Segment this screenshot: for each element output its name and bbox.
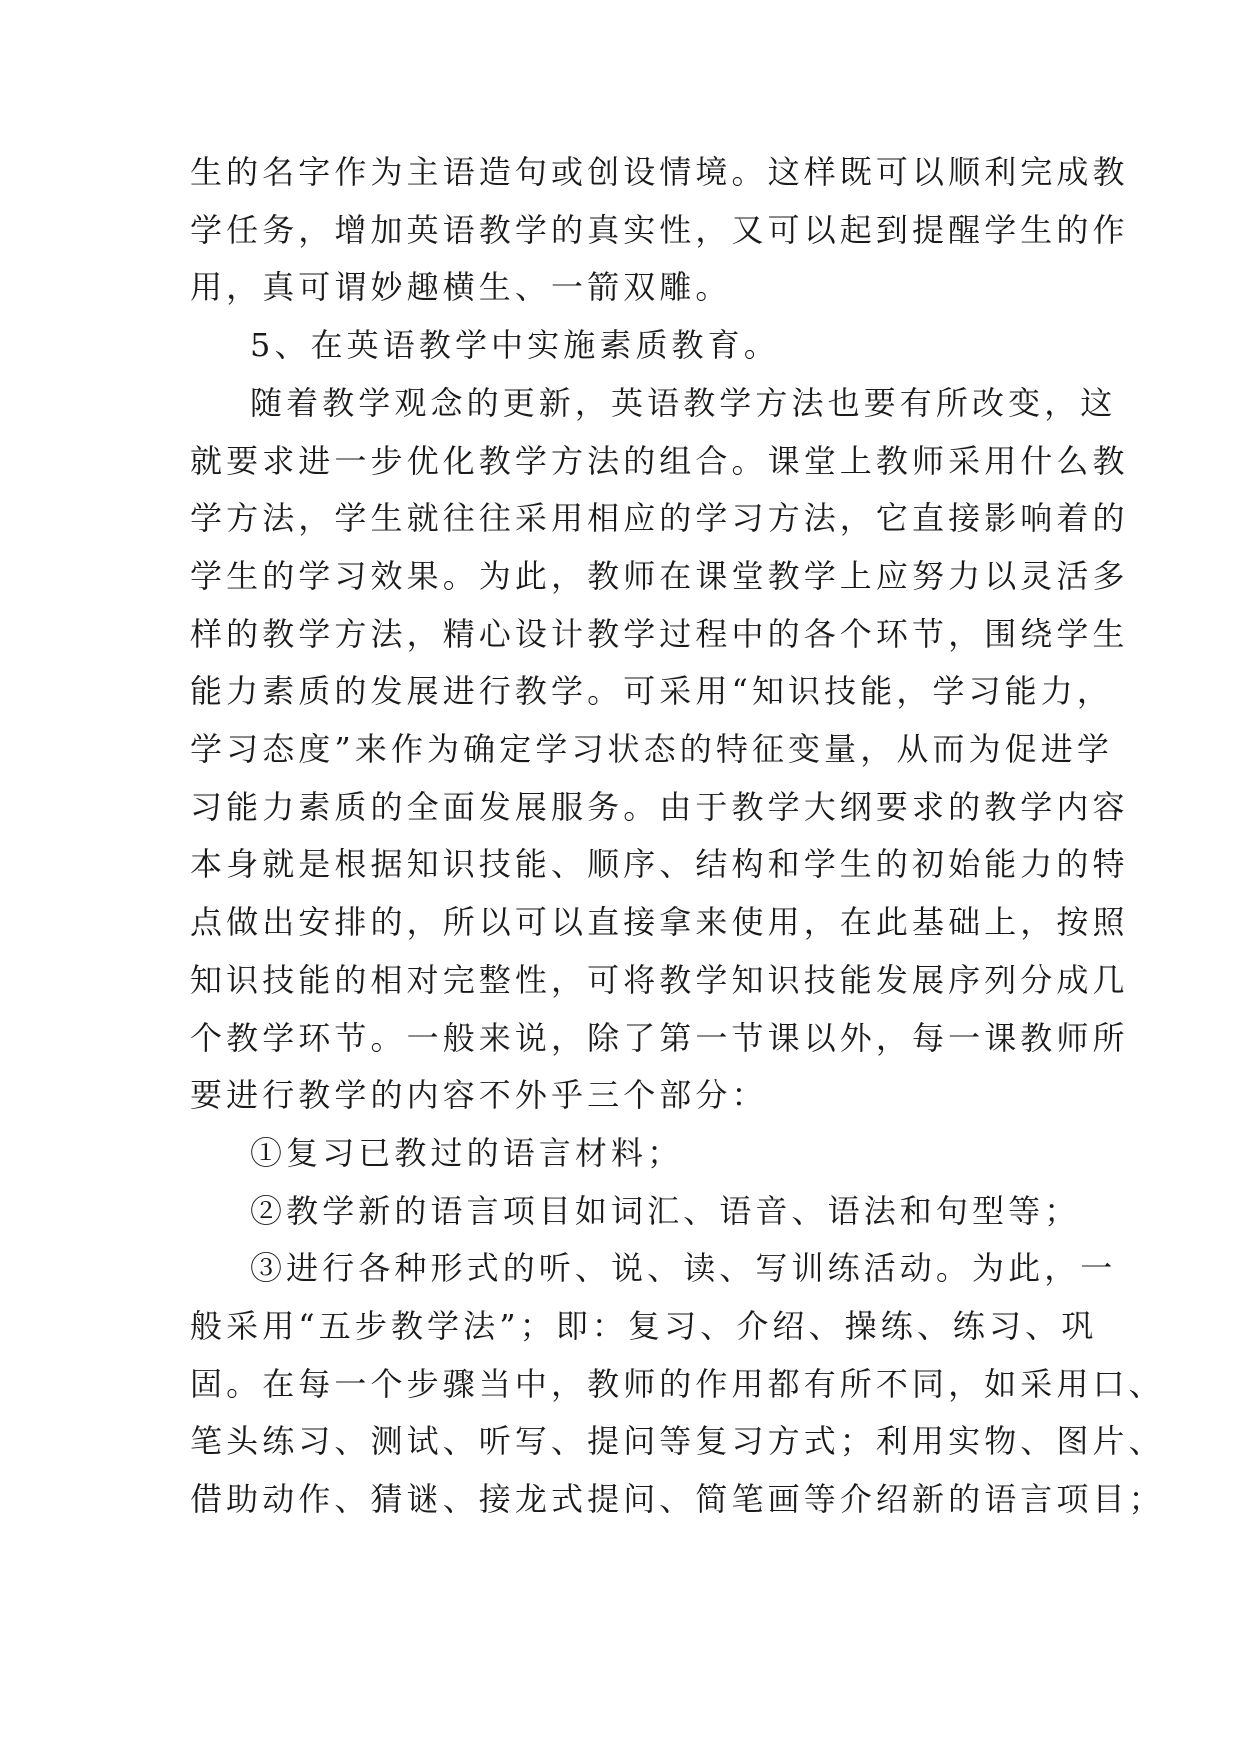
text-line: 学生的学习效果。为此，教师在课堂教学上应努力以灵活多 [190, 556, 1129, 595]
list-item: ①复习已教过的语言材料； [250, 1133, 684, 1172]
text-line: 习能力素质的全面发展服务。由于教学大纲要求的教学内容 [190, 787, 1129, 826]
list-item: ②教学新的语言项目如词汇、语音、语法和句型等； [250, 1191, 1081, 1230]
section-heading: 5、在英语教学中实施素质教育。 [250, 326, 780, 365]
text-line: 借助动作、猜谜、接龙式提问、简笔画等介绍新的语言项目； [190, 1480, 1165, 1519]
list-item: ③进行各种形式的听、说、读、写训练活动。为此，一 [250, 1249, 1117, 1288]
text-line: 本身就是根据知识技能、顺序、结构和学生的初始能力的特 [190, 845, 1129, 884]
text-line: 学习态度”来作为确定学习状态的特征变量，从而为促进学 [190, 730, 1113, 769]
text-line: 点做出安排的，所以可以直接拿来使用，在此基础上，按照 [190, 903, 1129, 942]
text-line: 学方法，学生就往往采用相应的学习方法，它直接影响着的 [190, 499, 1129, 538]
text-line: 随着教学观念的更新，英语教学方法也要有所改变，这 [250, 383, 1117, 422]
text-line: 笔头练习、测试、听写、提问等复习方式；利用实物、图片、 [190, 1422, 1165, 1461]
text-line: 用，真可谓妙趣横生、一箭双雕。 [190, 268, 732, 307]
text-line: 固。在每一个步骤当中，教师的作用都有所不同，如采用口、 [190, 1364, 1165, 1403]
text-line: 生的名字作为主语造句或创设情境。这样既可以顺利完成教 [190, 153, 1129, 191]
text-line: 般采用“五步教学法”；即：复习、介绍、操练、练习、巩 [190, 1307, 1098, 1346]
text-line: 样的教学方法，精心设计教学过程中的各个环节，围绕学生 [190, 614, 1129, 653]
text-line: 能力素质的发展进行教学。可采用“知识技能，学习能力， [190, 672, 1113, 711]
text-line: 学任务，增加英语教学的真实性，又可以起到提醒学生的作 [190, 210, 1129, 249]
text-line: 要进行教学的内容不外乎三个部分： [190, 1076, 768, 1115]
text-line: 个教学环节。一般来说，除了第一节课以外，每一课教师所 [190, 1018, 1129, 1057]
document-page [190, 144, 1165, 1529]
text-line: 就要求进一步优化教学方法的组合。课堂上教师采用什么教 [190, 441, 1129, 480]
text-line: 知识技能的相对完整性，可将教学知识技能发展序列分成几 [190, 960, 1129, 999]
